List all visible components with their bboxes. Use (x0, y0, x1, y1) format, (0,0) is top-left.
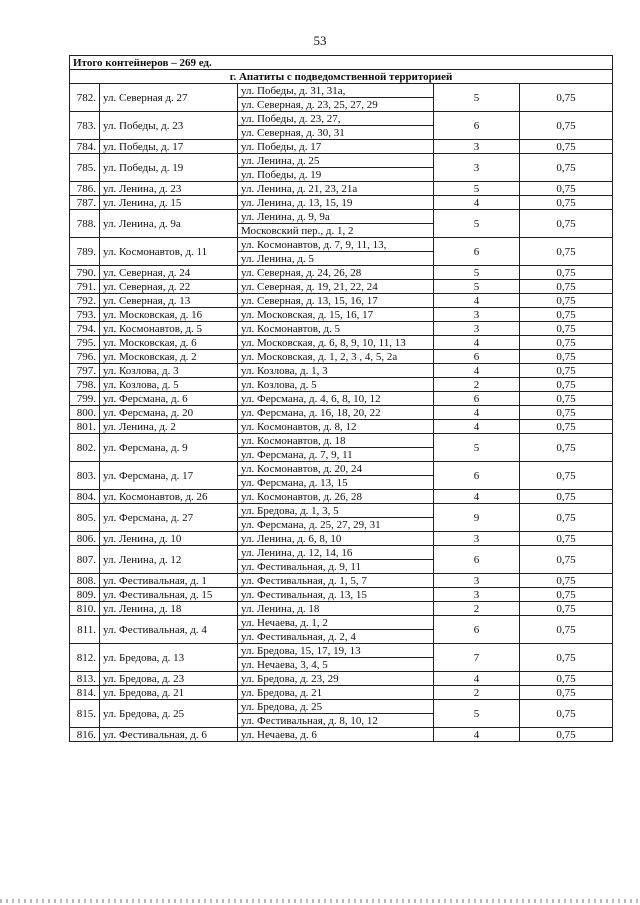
table-row (70, 700, 613, 714)
site-address: ул. Фестивальная, д. 4 (100, 616, 238, 644)
container-volume: 0,75 (520, 686, 613, 700)
container-count: 2 (434, 378, 520, 392)
table-row (70, 140, 613, 154)
site-address: ул. Ленина, д. 10 (100, 532, 238, 546)
site-address: ул. Бредова, д. 23 (100, 672, 238, 686)
container-volume: 0,75 (520, 322, 613, 336)
table-row (70, 322, 613, 336)
served-address: ул. Ферсмана, д. 16, 18, 20, 22 (238, 406, 434, 420)
table-row (70, 210, 613, 224)
served-address: ул. Северная, д. 13, 15, 16, 17 (238, 294, 434, 308)
container-count: 6 (434, 238, 520, 266)
table-row (70, 420, 613, 434)
container-volume: 0,75 (520, 84, 613, 112)
table-row (70, 182, 613, 196)
table-row (70, 686, 613, 700)
site-address: ул. Космонавтов, д. 26 (100, 490, 238, 504)
row-number: 816. (70, 728, 100, 742)
served-address: ул. Космонавтов, д. 26, 28 (238, 490, 434, 504)
table-row (70, 350, 613, 364)
container-volume: 0,75 (520, 434, 613, 462)
container-count: 4 (434, 490, 520, 504)
served-address: ул. Бредова, д. 25 (238, 700, 434, 714)
served-address: ул. Ленина, д. 13, 15, 19 (238, 196, 434, 210)
container-count: 4 (434, 420, 520, 434)
table-row (70, 602, 613, 616)
served-address: ул. Северная, д. 24, 26, 28 (238, 266, 434, 280)
site-address: ул. Северная, д. 22 (100, 280, 238, 294)
served-address: ул. Бредова, д. 1, 3, 5 (238, 504, 434, 518)
site-address: ул. Бредова, д. 25 (100, 700, 238, 728)
row-number: 815. (70, 700, 100, 728)
container-volume: 0,75 (520, 154, 613, 182)
container-count: 4 (434, 294, 520, 308)
table-title: Итого контейнеров – 269 ед. (70, 56, 613, 70)
site-address: ул. Ферсмана, д. 17 (100, 462, 238, 490)
container-volume: 0,75 (520, 616, 613, 644)
served-address: ул. Нечаева, 3, 4, 5 (238, 658, 434, 672)
container-volume: 0,75 (520, 728, 613, 742)
container-volume: 0,75 (520, 364, 613, 378)
row-number: 793. (70, 308, 100, 322)
container-count: 5 (434, 266, 520, 280)
row-number: 804. (70, 490, 100, 504)
site-address: ул. Козлова, д. 5 (100, 378, 238, 392)
container-count: 4 (434, 406, 520, 420)
row-number: 792. (70, 294, 100, 308)
row-number: 808. (70, 574, 100, 588)
table-row (70, 644, 613, 658)
site-address: ул. Ферсмана, д. 20 (100, 406, 238, 420)
served-address: ул. Космонавтов, д. 8, 12 (238, 420, 434, 434)
table-row (70, 308, 613, 322)
container-volume: 0,75 (520, 294, 613, 308)
row-number: 794. (70, 322, 100, 336)
container-volume: 0,75 (520, 574, 613, 588)
container-count: 6 (434, 392, 520, 406)
container-count: 3 (434, 140, 520, 154)
container-volume: 0,75 (520, 210, 613, 238)
served-address: ул. Фестивальная, д. 2, 4 (238, 630, 434, 644)
table-row (70, 490, 613, 504)
table-row (70, 672, 613, 686)
served-address: ул. Нечаева, д. 1, 2 (238, 616, 434, 630)
row-number: 791. (70, 280, 100, 294)
container-count: 6 (434, 350, 520, 364)
site-address: ул. Северная, д. 24 (100, 266, 238, 280)
row-number: 786. (70, 182, 100, 196)
table-row (70, 462, 613, 476)
served-address: ул. Ленина, д. 12, 14, 16 (238, 546, 434, 560)
page-number: 53 (313, 33, 327, 48)
row-number: 806. (70, 532, 100, 546)
served-address: ул. Победы, д. 17 (238, 140, 434, 154)
site-address: ул. Бредова, д. 13 (100, 644, 238, 672)
container-count: 4 (434, 728, 520, 742)
served-address: ул. Ленина, д. 25 (238, 154, 434, 168)
container-count: 3 (434, 308, 520, 322)
table-row (70, 378, 613, 392)
served-address: ул. Ленина, д. 5 (238, 252, 434, 266)
served-address: ул. Ферсмана, д. 7, 9, 11 (238, 448, 434, 462)
container-volume: 0,75 (520, 140, 613, 154)
served-address: ул. Бредова, д. 23, 29 (238, 672, 434, 686)
table-title-row (70, 56, 613, 70)
table-row (70, 434, 613, 448)
site-address: ул. Победы, д. 17 (100, 140, 238, 154)
served-address: ул. Бредова, 15, 17, 19, 13 (238, 644, 434, 658)
served-address: ул. Победы, д. 31, 31а, (238, 84, 434, 98)
served-address: ул. Фестивальная, д. 9, 11 (238, 560, 434, 574)
site-address: ул. Ферсмана, д. 9 (100, 434, 238, 462)
container-count: 3 (434, 574, 520, 588)
container-volume: 0,75 (520, 504, 613, 532)
site-address: ул. Фестивальная, д. 15 (100, 588, 238, 602)
site-address: ул. Ленина, д. 2 (100, 420, 238, 434)
site-address: ул. Ленина, д. 18 (100, 602, 238, 616)
container-volume: 0,75 (520, 532, 613, 546)
row-number: 787. (70, 196, 100, 210)
container-volume: 0,75 (520, 420, 613, 434)
table-row (70, 336, 613, 350)
container-volume: 0,75 (520, 644, 613, 672)
site-address: ул. Победы, д. 19 (100, 154, 238, 182)
container-count: 5 (434, 700, 520, 728)
row-number: 784. (70, 140, 100, 154)
site-address: ул. Московская, д. 2 (100, 350, 238, 364)
table-body (70, 56, 613, 742)
site-address: ул. Ленина, д. 23 (100, 182, 238, 196)
site-address: ул. Ферсмана, д. 6 (100, 392, 238, 406)
table-row (70, 294, 613, 308)
site-address: ул. Бредова, д. 21 (100, 686, 238, 700)
served-address: ул. Козлова, д. 5 (238, 378, 434, 392)
table-row (70, 364, 613, 378)
served-address: ул. Ферсмана, д. 13, 15 (238, 476, 434, 490)
row-number: 785. (70, 154, 100, 182)
served-address: ул. Фестивальная, д. 8, 10, 12 (238, 714, 434, 728)
site-address: ул. Ленина, д. 15 (100, 196, 238, 210)
container-volume: 0,75 (520, 588, 613, 602)
row-number: 797. (70, 364, 100, 378)
served-address: ул. Космонавтов, д. 20, 24 (238, 462, 434, 476)
container-count: 4 (434, 364, 520, 378)
row-number: 809. (70, 588, 100, 602)
served-address: ул. Ленина, д. 21, 23, 21а (238, 182, 434, 196)
row-number: 788. (70, 210, 100, 238)
served-address: ул. Ленина, д. 18 (238, 602, 434, 616)
table-row (70, 112, 613, 126)
container-count: 5 (434, 434, 520, 462)
table-row (70, 532, 613, 546)
container-volume: 0,75 (520, 672, 613, 686)
table-row (70, 574, 613, 588)
served-address: ул. Фестивальная, д. 1, 5, 7 (238, 574, 434, 588)
container-count: 6 (434, 616, 520, 644)
row-number: 783. (70, 112, 100, 140)
row-number: 798. (70, 378, 100, 392)
served-address: ул. Московская, д. 15, 16, 17 (238, 308, 434, 322)
served-address: ул. Победы, д. 23, 27, (238, 112, 434, 126)
container-volume: 0,75 (520, 490, 613, 504)
site-address: ул. Московская, д. 6 (100, 336, 238, 350)
container-count: 2 (434, 686, 520, 700)
container-count: 3 (434, 588, 520, 602)
container-count: 6 (434, 462, 520, 490)
served-address: ул. Северная, д. 23, 25, 27, 29 (238, 98, 434, 112)
table-row (70, 266, 613, 280)
served-address: ул. Северная, д. 19, 21, 22, 24 (238, 280, 434, 294)
container-count: 5 (434, 182, 520, 196)
table-row (70, 280, 613, 294)
container-volume: 0,75 (520, 602, 613, 616)
section-title: г. Апатиты с подведомственной территорией (70, 70, 613, 84)
container-count: 4 (434, 196, 520, 210)
container-count: 4 (434, 336, 520, 350)
container-volume: 0,75 (520, 406, 613, 420)
table-row (70, 392, 613, 406)
table-row (70, 84, 613, 98)
table-row (70, 154, 613, 168)
row-number: 801. (70, 420, 100, 434)
row-number: 805. (70, 504, 100, 532)
container-volume: 0,75 (520, 462, 613, 490)
container-volume: 0,75 (520, 308, 613, 322)
site-address: ул. Фестивальная, д. 6 (100, 728, 238, 742)
row-number: 795. (70, 336, 100, 350)
table-row (70, 588, 613, 602)
table-row (70, 238, 613, 252)
site-address: ул. Московская, д. 16 (100, 308, 238, 322)
row-number: 782. (70, 84, 100, 112)
container-volume: 0,75 (520, 280, 613, 294)
table-row (70, 728, 613, 742)
container-count: 4 (434, 672, 520, 686)
row-number: 800. (70, 406, 100, 420)
served-address: ул. Ленина, д. 9, 9а (238, 210, 434, 224)
container-volume: 0,75 (520, 378, 613, 392)
site-address: ул. Ленина, д. 9а (100, 210, 238, 238)
site-address: ул. Ферсмана, д. 27 (100, 504, 238, 532)
container-volume: 0,75 (520, 700, 613, 728)
container-volume: 0,75 (520, 336, 613, 350)
served-address: ул. Ленина, д. 6, 8, 10 (238, 532, 434, 546)
site-address: ул. Северная д. 27 (100, 84, 238, 112)
container-count: 3 (434, 322, 520, 336)
table-row (70, 616, 613, 630)
served-address: ул. Космонавтов, д. 7, 9, 11, 13, (238, 238, 434, 252)
container-volume: 0,75 (520, 238, 613, 266)
container-count: 6 (434, 546, 520, 574)
served-address: ул. Космонавтов, д. 5 (238, 322, 434, 336)
container-count: 6 (434, 112, 520, 140)
served-address: ул. Победы, д. 19 (238, 168, 434, 182)
served-address: ул. Козлова, д. 1, 3 (238, 364, 434, 378)
row-number: 802. (70, 434, 100, 462)
container-count: 5 (434, 84, 520, 112)
container-count: 5 (434, 280, 520, 294)
containers-table (69, 55, 613, 742)
row-number: 814. (70, 686, 100, 700)
container-count: 9 (434, 504, 520, 532)
row-number: 799. (70, 392, 100, 406)
served-address: ул. Ферсмана, д. 25, 27, 29, 31 (238, 518, 434, 532)
site-address: ул. Ленина, д. 12 (100, 546, 238, 574)
served-address: ул. Московская, д. 6, 8, 9, 10, 11, 13 (238, 336, 434, 350)
table-row (70, 546, 613, 560)
row-number: 812. (70, 644, 100, 672)
section-row (70, 70, 613, 84)
site-address: ул. Победы, д. 23 (100, 112, 238, 140)
table-row (70, 196, 613, 210)
served-address: ул. Ферсмана, д. 4, 6, 8, 10, 12 (238, 392, 434, 406)
container-count: 3 (434, 532, 520, 546)
container-count: 7 (434, 644, 520, 672)
served-address: Московский пер., д. 1, 2 (238, 224, 434, 238)
row-number: 789. (70, 238, 100, 266)
table-row (70, 504, 613, 518)
row-number: 810. (70, 602, 100, 616)
container-volume: 0,75 (520, 546, 613, 574)
row-number: 803. (70, 462, 100, 490)
served-address: ул. Фестивальная, д. 13, 15 (238, 588, 434, 602)
row-number: 813. (70, 672, 100, 686)
site-address: ул. Северная, д. 13 (100, 294, 238, 308)
container-volume: 0,75 (520, 266, 613, 280)
scan-edge-artifact (0, 899, 640, 903)
row-number: 796. (70, 350, 100, 364)
site-address: ул. Фестивальная, д. 1 (100, 574, 238, 588)
served-address: ул. Московская, д. 1, 2, 3 , 4, 5, 2а (238, 350, 434, 364)
served-address: ул. Северная, д. 30, 31 (238, 126, 434, 140)
container-count: 2 (434, 602, 520, 616)
row-number: 790. (70, 266, 100, 280)
row-number: 811. (70, 616, 100, 644)
container-volume: 0,75 (520, 182, 613, 196)
served-address: ул. Нечаева, д. 6 (238, 728, 434, 742)
row-number: 807. (70, 546, 100, 574)
site-address: ул. Космонавтов, д. 11 (100, 238, 238, 266)
site-address: ул. Космонавтов, д. 5 (100, 322, 238, 336)
served-address: ул. Бредова, д. 21 (238, 686, 434, 700)
container-volume: 0,75 (520, 196, 613, 210)
container-volume: 0,75 (520, 112, 613, 140)
table-row (70, 406, 613, 420)
site-address: ул. Козлова, д. 3 (100, 364, 238, 378)
container-volume: 0,75 (520, 392, 613, 406)
container-volume: 0,75 (520, 350, 613, 364)
served-address: ул. Космонавтов, д. 18 (238, 434, 434, 448)
container-count: 5 (434, 210, 520, 238)
container-count: 3 (434, 154, 520, 182)
